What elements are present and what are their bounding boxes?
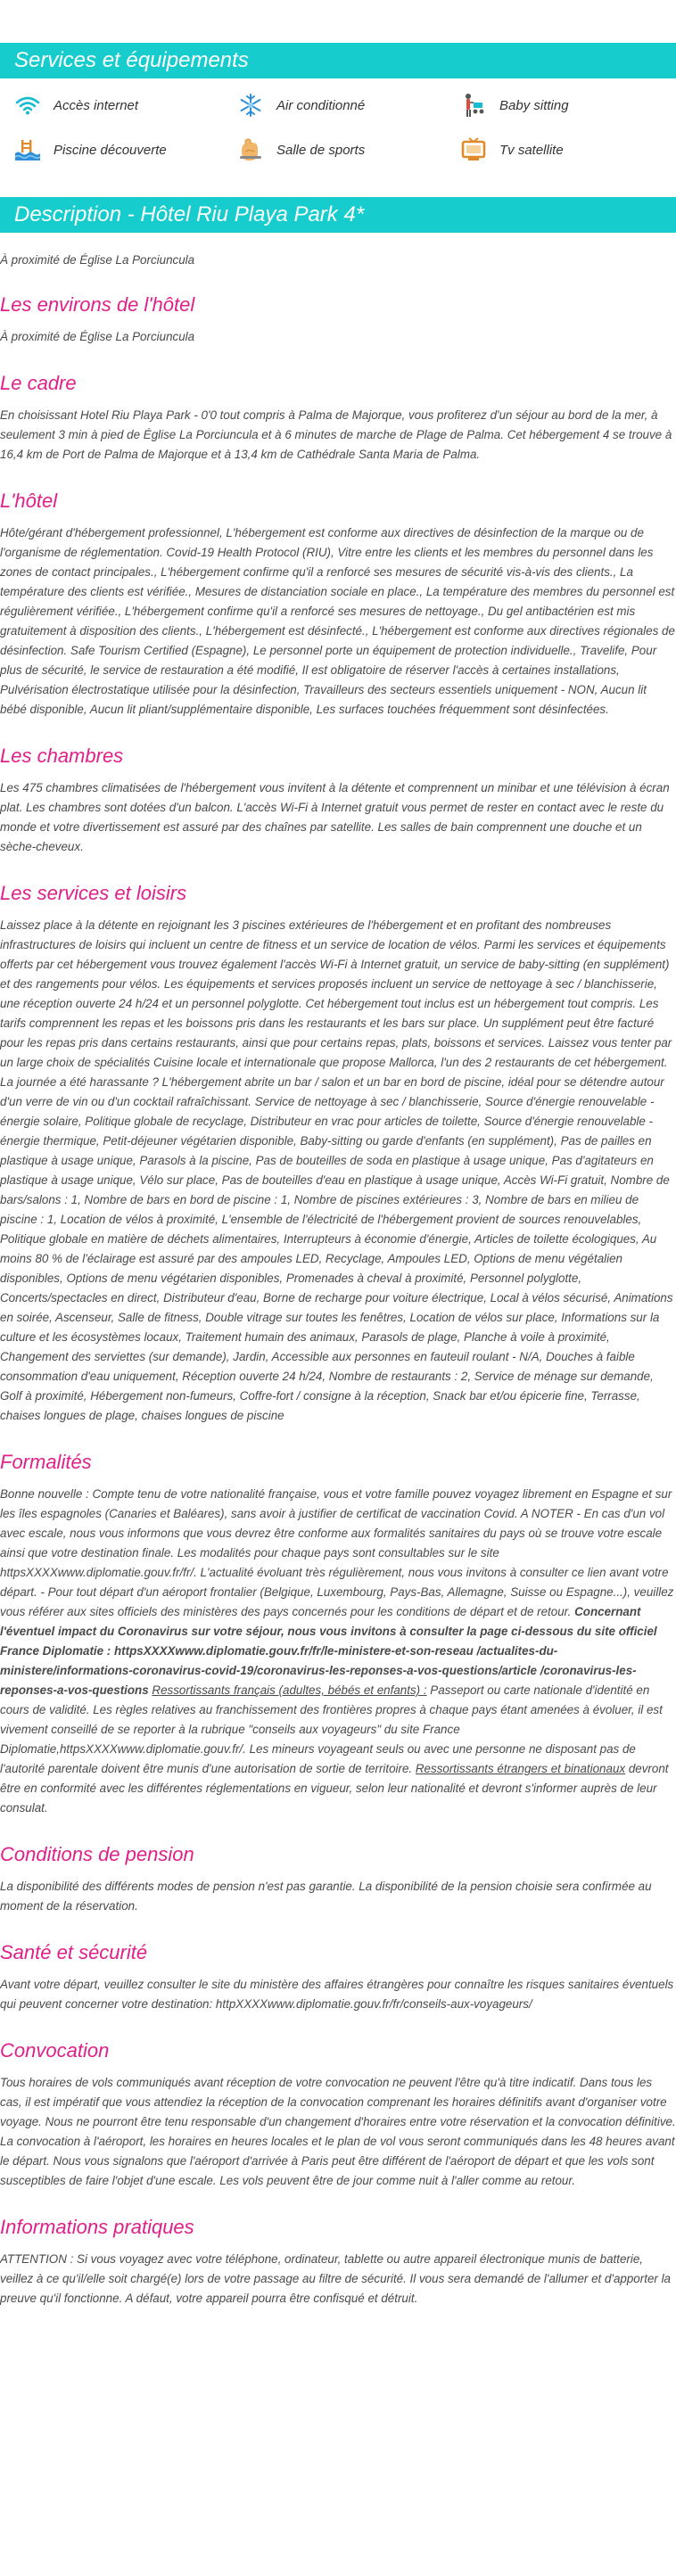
section-text-formalites bbox=[0, 1485, 676, 1818]
description-band bbox=[0, 197, 676, 233]
baby-sitting-icon bbox=[460, 92, 487, 119]
service-baby-sitting bbox=[460, 89, 569, 121]
tv-icon bbox=[460, 136, 487, 163]
services-band bbox=[0, 43, 676, 78]
gym-icon bbox=[237, 136, 264, 163]
service-wifi bbox=[14, 89, 138, 121]
service-pool bbox=[14, 134, 167, 166]
section-text-sante: Avant votre départ, veuillez consulter le site du ministère des affaires étrangères pour connaître les risques sanitaires éventuels qui peuvent concerner votre destination: httpXXXXwww.diplomatie.gouv.fr/fr/conseils-aux-voyageurs/ bbox=[0, 1978, 674, 2011]
formalites-text-3: devront être en conformité avec les différentes réglementations en vigueur, selon leur nationalité et devront s'informer auprès de leur consulat. bbox=[0, 1762, 669, 1815]
section-text-environs: À proximité de Église La Porciuncula bbox=[0, 330, 195, 343]
service-label: Air conditionné bbox=[276, 97, 366, 113]
section-text-infos: ATTENTION : Si vous voyagez avec votre téléphone, ordinateur, tablette ou autre appareil électronique munis de batterie, veillez à ce qu'il/elle soit chargé(e) lors de votre passage au filtre de sécurité. Il vous sera demandé de l'allumer et d'apporter la preuve qu'il fonctionne. A défaut, votre appareil pourra être confisqué et détruit. bbox=[0, 2252, 671, 2305]
service-label: Salle de sports bbox=[276, 142, 366, 158]
section-title-cadre: Le cadre bbox=[0, 372, 77, 394]
service-label: Tv satellite bbox=[499, 142, 564, 158]
description-intro: À proximité de Église La Porciuncula bbox=[0, 253, 195, 267]
description-title: Description - Hôtel Riu Playa Park 4* bbox=[14, 202, 365, 226]
snowflake-icon bbox=[237, 92, 264, 119]
services-title: Services et équipements bbox=[14, 48, 249, 72]
service-tv bbox=[460, 134, 564, 166]
section-text-pension: La disponibilité des différents modes de pension n'est pas garantie. La disponibilité de la pension choisie sera confirmée au moment de la réservation. bbox=[0, 1880, 652, 1913]
formalites-text-2: Passeport ou carte nationale d'identité en cours de validité. Les règles relatives au franchissement des frontières propres à chaque pays étant amenées à évoluer, il est vivement conseillé de se reporter à la rubrique "conseils aux voyageurs" du site France Diplomatie,httpsXXXXwww.diplomatie.gouv.fr/. Les mineurs voyageant seuls ou avec une personne ne disposant pas de l'autorité parentale doivent être munis d'une autorisation de sortie de territoire. bbox=[0, 1683, 663, 1775]
formalites-underline-french: Ressortissants français (adultes, bébés et enfants) : bbox=[152, 1683, 427, 1697]
service-label: Accès internet bbox=[54, 97, 139, 113]
section-title-environs: Les environs de l'hôtel bbox=[0, 293, 195, 316]
service-air-conditioning bbox=[237, 89, 365, 121]
section-title-chambres: Les chambres bbox=[0, 745, 124, 767]
service-gym bbox=[237, 134, 365, 166]
section-title-sante: Santé et sécurité bbox=[0, 1941, 148, 1963]
section-title-infos: Informations pratiques bbox=[0, 2216, 194, 2238]
section-text-chambres: Les 475 chambres climatisées de l'hébergement vous invitent à la détente et comprennent un minibar et une télévision à écran plat. Les chambres sont dotées d'un balcon. L'accès Wi-Fi à Internet gratuit vous permet de rester en contact avec le reste du monde et votre divertissement est assuré par des chaînes par satellite. Les salles de bain comprennent une douche et un sèche-cheveux. bbox=[0, 781, 670, 853]
section-text-loisirs: Laissez place à la détente en rejoignant les 3 piscines extérieures de l'hébergement et en profitant des nombreuses infrastructures de loisirs qui incluent un centre de fitness et un service de location de vélos. Parmi les services et équipements offerts par cet hébergement vous trouvez également l'accès Wi-Fi à Internet gratuit, un service de baby-sitting (en supplément) et des rangements pour vélos. Les équipements et services proposés incluent un service de nettoyage à sec / blanchisserie, une réception ouverte 24 h/24 et un personnel polyglotte. Cet hébergement tout inclus est un hébergement tout compris. Les tarifs comprennent les repas et les boissons pris dans les restaurants et les bars sur place. Un supplément peut être facturé pour les repas pris dans certains restaurants, ainsi que pour certains repas, plats, boissons et services. Laissez vous tenter par un large choix de spécialités Cuisine locale et internationale que propose Mallorca, l'un des 2 restaurants de cet hébergement. La journée a été harassante ? L'hébergement abrite un bar / salon et un bar en bord de piscine, idéal pour se détendre autour d'un verre de vin ou d'un cocktail rafraîchissant. Service de nettoyage à sec / blanchisserie, Source d'énergie renouvelable - énergie solaire, Politique globale de recyclage, Distributeur en vrac pour articles de toilette, Source d'énergie renouvelable - énergie thermique, Petit-déjeuner végétarien disponible, Baby-sitting ou garde d'enfants (en supplément), Pas de pailles en plastique à usage unique, Parasols à la piscine, Pas de bouteilles de soda en plastique à usage unique, Pas d'agitateurs en plastique à usage unique, Vélo sur place, Pas de bouteilles d'eau en plastique à usage unique, Accès Wi-Fi gratuit, Nombre de bars/salons : 1, Nombre de bars en bord de piscine : 1, Nombre de piscines extérieures : 3, Nombre de bars en milieu de piscine : 1, Location de vélos à proximité, L'ensemble de l'électricité de l'hébergement provient de sources renouvelables, Politique globale en matière de déchets alimentaires, Interrupteurs à économie d'énergie, Articles de toilette écologiques, Au moins 80 % de l'éclairage est assuré par des ampoules LED, Recyclage, Ampoules LED, Options de menu végétalien disponibles, Options de menu végétarien disponibles, Promenades à cheval à proximité, Personnel polyglotte, Concerts/spectacles en direct, Distributeur d'eau, Borne de recharge pour voiture électrique, Local à vélos sécurisé, Animations en soirée, Ascenseur, Salle de fitness, Double vitrage sur toutes les fenêtres, Location de vélos sur place, Informations sur la culture et les écosystèmes locaux, Traitement humain des animaux, Parasols de plage, Planche à voile à proximité, Changement des serviettes (sur demande), Jardin, Accessible aux personnes en fauteuil roulant - N/A, Douches à faible consommation d'eau uniquement, Réception ouverte 24 h/24, Nombre de restaurants : 2, Service de ménage sur demande, Golf à proximité, Hébergement non-fumeurs, Coffre-fort / consigne à la réception, Snack bar et/ou épicerie fine, Terrasse, chaises longues de plage, chaises longues de piscine bbox=[0, 918, 673, 1422]
wifi-icon bbox=[14, 92, 41, 119]
formalites-text-1: Bonne nouvelle : Compte tenu de votre nationalité française, vous et votre famille pouvez voyagez librement en Espagne et sur les îles espagnoles (Canaries et Baléares), sans avoir à justifier de certificat de vaccination Covid. A NOTER - En cas d'un vol avec escale, nous vous informons que vous devrez être conforme aux formalités sanitaires du pays où se trouve votre escale ainsi que votre destination finale. Les modalités pour chaque pays sont consultables sur le site httpsXXXXwww.diplomatie.gouv.fr/fr/. L'actualité évoluant très régulièrement, nous vous invitons à consulter ce lien avant votre départ. - Pour tout départ d'un aéroport frontalier (Belgique, Luxembourg, Pays-Bas, Allemagne, Suisse ou Espagne...), veuillez vous référer aux sites officiels des ministères des pays concernés pour les conditions de départ et de retour. bbox=[0, 1487, 674, 1618]
section-title-convocation: Convocation bbox=[0, 2039, 110, 2062]
service-label: Baby sitting bbox=[499, 97, 569, 113]
formalites-bold-text: Concernant l'éventuel impact du Coronavirus sur votre séjour, nous vous invitons à consulter la page ci-dessous du site officiel France Diplomatie : httpsXXXXwww.diplomatie.gouv.fr/fr/le-ministere-et-son-reseau /actualites-du-ministere/informations-coronavirus-covid-19/coronavirus-les-reponses-a-vos-questions/article /coronavirus-les-reponses-a-vos-questions bbox=[0, 1605, 657, 1697]
services-grid bbox=[14, 78, 662, 177]
service-label: Piscine découverte bbox=[54, 142, 167, 158]
section-text-hotel: Hôte/gérant d'hébergement professionnel, L'hébergement est conforme aux directives de désinfection de la marque ou de l'organisme de réglementation. Covid-19 Health Protocol (RIU), Vitre entre les clients et les membres du personnel dans les zones de contact principales., L'hébergement confirme qu'il a renforcé ses mesures de sécurité vis-à-vis des clients., La température des clients est vérifiée., Mesures de distanciation sociale en place., La température des membres du personnel est régulièrement vérifiée., L'hébergement confirme qu'il a renforcé ses mesures de nettoyage., Du gel antibactérien est mis gratuitement à disposition des clients., L'hébergement est désinfecté., L'hébergement est conforme aux directives régionales de désinfection. Safe Tourism Certified (Espagne), Le personnel porte un équipement de protection individuelle., Travelife, Pour plus de sécurité, le service de restauration a été modifié, Il est obligatoire de réserver l'accès à certaines installations, Pulvérisation électrostatique utilisée pour la désinfection, Travailleurs des secteurs essentiels uniquement - NON, Aucun lit bébé disponible, Aucun lit pliant/supplémentaire disponible, Les surfaces touchées fréquemment sont désinfectées. bbox=[0, 526, 675, 716]
section-title-hotel: L'hôtel bbox=[0, 490, 58, 512]
section-title-formalites: Formalités bbox=[0, 1451, 92, 1473]
description-content bbox=[0, 251, 676, 2309]
formalites-underline-foreign: Ressortissants étrangers et binationaux bbox=[415, 1762, 626, 1775]
section-text-convocation: Tous horaires de vols communiqués avant réception de votre convocation ne peuvent l'être qu'à titre indicatif. Dans tous les cas, il est impératif que vous attendiez la réception de la convocation comprenant les horaires définitifs avant d'organiser votre voyage. Nous ne pourront être tenu responsable d'un changement d'horaires entre votre réservation et la convocation définitive. La convocation à l'aéroport, les horaires en heures locales et le plan de vol vous seront communiqués dans les 48 heures avant le départ. Nous vous signalons que l'aéroport d'arrivée à Paris peut être différent de l'aéroport de départ et que les vols sont susceptibles de faire l'objet d'une escale. Les vols peuvent être de jour comme nuit à l'aller comme au retour. bbox=[0, 2076, 676, 2187]
pool-icon bbox=[14, 136, 41, 163]
section-title-pension: Conditions de pension bbox=[0, 1843, 194, 1865]
section-text-cadre: En choisissant Hotel Riu Playa Park - 0'0 tout compris à Palma de Majorque, vous profiterez d'un séjour au bord de la mer, à seulement 3 min à pied de Église La Porciuncula et à 6 minutes de marche de Plage de Palma. Cet hébergement 4 se trouve à 16,4 km de Port de Palma de Majorque et à 13,4 km de Cathédrale Santa Maria de Palma. bbox=[0, 408, 672, 461]
section-title-loisirs: Les services et loisirs bbox=[0, 882, 187, 904]
